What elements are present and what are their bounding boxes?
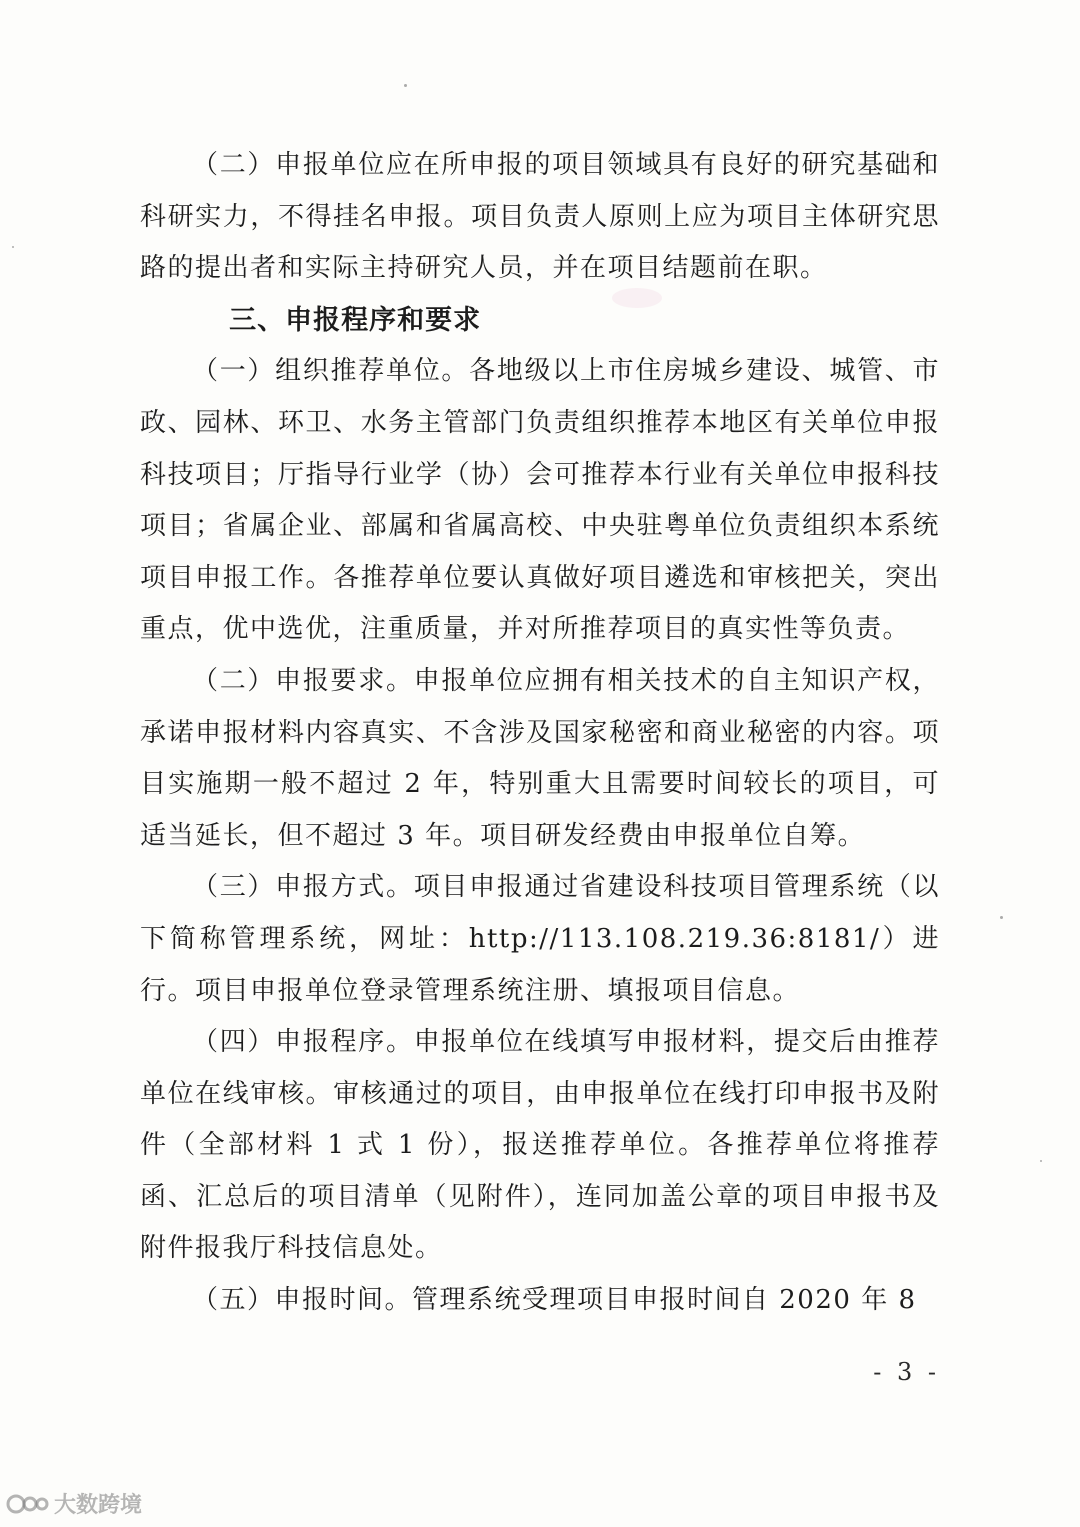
scan-speck bbox=[404, 84, 407, 87]
logo-icon bbox=[6, 1492, 50, 1516]
paragraph: （三）申报方式。项目申报通过省建设科技项目管理系统（以下简称管理系统，网址：http://113.108.219.36:8181/）进行。项目申报单位登录管理系统注册、填报项目信息。 bbox=[140, 872, 940, 1006]
paragraph: （一）组织推荐单位。各地级以上市住房城乡建设、城管、市政、园林、环卫、水务主管部门负责组织推荐本地区有关单位申报科技项目；厅指导行业学（协）会可推荐本行业有关单位申报科技项目；省属企业、部属和省属高校、中央驻粤单位负责组织本系统项目申报工作。各推荐单位要认真做好项目遴选和审核把关，突出重点，优中选优，注重质量，并对所推荐项目的真实性等负责。 bbox=[140, 356, 940, 645]
paragraph: （二）申报单位应在所申报的项目领域具有良好的研究基础和科研实力，不得挂名申报。项目负责人原则上应为项目主体研究思路的提出者和实际主持研究人员，并在项目结题前在职。 bbox=[140, 150, 940, 284]
section-heading: 三、申报程序和要求 bbox=[229, 304, 482, 336]
paragraph: （五）申报时间。管理系统受理项目申报时间自 2020 年 8 bbox=[192, 1285, 917, 1316]
scan-speck bbox=[12, 246, 14, 248]
scan-speck bbox=[1000, 916, 1003, 919]
paragraph: （二）申报要求。申报单位应拥有相关技术的自主知识产权，承诺申报材料内容真实、不含涉及国家秘密和商业秘密的内容。项目实施期一般不超过 2 年，特别重大且需要时间较长的项目，可适当延长，但不超过 3 年。项目研发经费由申报单位自筹。 bbox=[140, 665, 940, 851]
paragraph: （四）申报程序。申报单位在线填写申报材料，提交后由推荐单位在线审核。审核通过的项目，由申报单位在线打印申报书及附件（全部材料 1 式 1 份），报送推荐单位。各推荐单位将推荐函、汇总后的项目清单（见附件），连同加盖公章的项目申报书及附件报我厅科技信息处。 bbox=[140, 1027, 940, 1264]
document-body bbox=[140, 140, 940, 1327]
scan-speck bbox=[1040, 1160, 1042, 1162]
page-number: - 3 - bbox=[873, 1358, 940, 1386]
watermark bbox=[6, 1488, 142, 1519]
watermark-text: 大数跨境 bbox=[54, 1493, 143, 1518]
